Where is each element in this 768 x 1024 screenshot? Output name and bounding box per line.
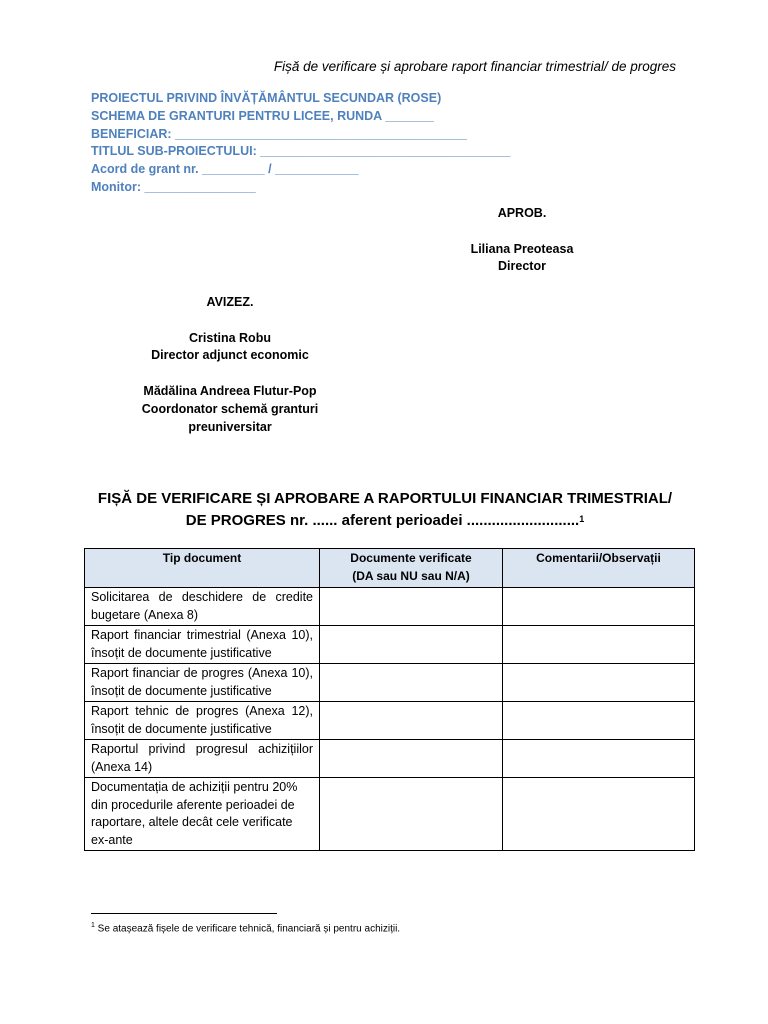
approver-role: Director [498,259,546,274]
project-line: SCHEMA DE GRANTURI PENTRU LICEE, RUNDA _______ [91,108,434,123]
project-line: PROIECTUL PRIVIND ÎNVĂȚĂMÂNTUL SECUNDAR (ROSE) [91,91,442,105]
document-type-cell: Solicitarea de deschidere de credite bugetare (Anexa 8) [85,588,320,626]
approver-name: Liliana Preoteasa [470,241,574,256]
table-row [85,740,695,778]
table-row [85,702,695,740]
form-title-line: DE PROGRES nr. ...... aferent perioadei ........................... [185,512,580,529]
table-row [85,588,695,626]
footnote-divider [91,913,277,914]
comments-cell[interactable] [503,778,695,851]
document-type-cell: Documentația de achiziții pentru 20% din procedurile aferente perioadei de raportare, altele decât cele verificate ex-ante [85,778,320,851]
comments-cell[interactable] [503,588,695,626]
endorser1-role: Director adjunct economic [151,348,309,363]
approval-label: APROB. [497,206,547,220]
verified-cell[interactable] [320,778,503,851]
footnote [91,922,400,934]
document-type-cell: Raport financiar trimestrial (Anexa 10), însoțit de documente justificative [85,626,320,664]
verified-cell[interactable] [320,740,503,778]
comments-cell[interactable] [503,626,695,664]
project-line: TITLUL SUB-PROIECTULUI: ____________________________________ [91,144,511,159]
verified-cell[interactable] [320,702,503,740]
document-type-cell: Raport financiar de progres (Anexa 10), însoțit de documente justificative [85,664,320,702]
footnote-text: Se atașează fișele de verificare tehnică, financiară și pentru achiziții. [94,923,401,935]
project-line: Acord de grant nr. _________ / ____________ [91,162,359,177]
document-type-cell: Raport tehnic de progres (Anexa 12), însoțit de documente justificative [85,702,320,740]
form-title-line: FIȘĂ DE VERIFICARE ȘI APROBARE A RAPORTULUI FINANCIAR TRIMESTRIAL/ [97,490,673,507]
table-row [85,664,695,702]
endorser2-role: Coordonator schemă granturi [141,401,319,416]
comments-cell[interactable] [503,740,695,778]
comments-cell[interactable] [503,664,695,702]
endorsement-label: AVIZEZ. [206,295,254,309]
verified-cell[interactable] [320,626,503,664]
form-title [60,488,710,532]
verification-table [84,548,695,851]
table-row [85,778,695,851]
verified-cell[interactable] [320,664,503,702]
endorser1-name: Cristina Robu [189,330,271,345]
document-type-cell: Raportul privind progresul achizițiilor (Anexa 14) [85,740,320,778]
document-header-title: Fișă de verificare și aprobare raport financiar trimestrial/ de progres [273,59,676,74]
footnote-reference: 1 [579,514,585,524]
verified-cell[interactable] [320,588,503,626]
comments-cell[interactable] [503,702,695,740]
endorser2-name: Mădălina Andreea Flutur-Pop [143,383,317,398]
project-line: BENEFICIAR: __________________________________________ [91,126,468,141]
approval-block [452,205,592,276]
project-line: Monitor: ________________ [91,179,256,194]
header-document-type: Tip document [85,549,320,588]
footnote-number: 1 [91,922,95,929]
header-comments: Comentarii/Observații [503,549,695,588]
project-info-block [91,90,510,197]
endorser2-role: preuniversitar [188,419,272,434]
endorsement-block [120,294,340,436]
header-documents-verified: Documente verificate (DA sau NU sau N/A) [320,549,503,588]
table-row [85,626,695,664]
